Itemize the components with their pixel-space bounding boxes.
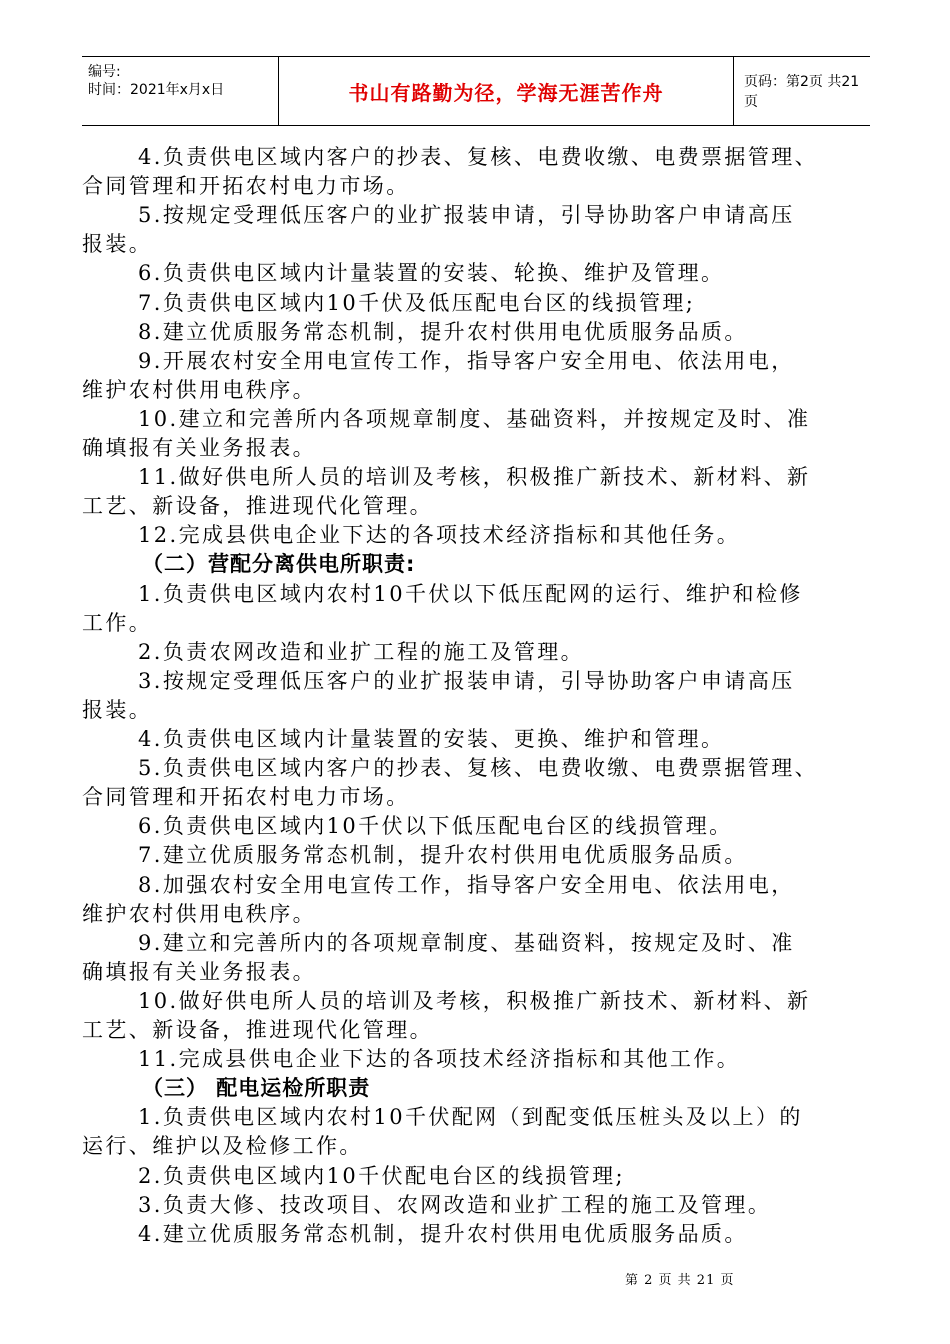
number-label: 编号: [88,64,121,80]
text-line: 2.负责供电区域内10千伏配电台区的线损管理; [138,1163,626,1188]
text-line: 运行、维护以及检修工作。 [82,1134,363,1159]
text-line: 工作。 [82,610,153,635]
text-line: 1.负责供电区域内农村10千伏配网（到配变低压桩头及以上）的 [138,1105,803,1130]
text-line: 确填报有关业务报表。 [82,959,316,984]
section-heading: （二）营配分离供电所职责: [142,552,416,577]
text-line: 8.建立优质服务常态机制，提升农村供用电优质服务品质。 [138,319,748,344]
text-line: 10.做好供电所人员的培训及考核，积极推广新技术、新材料、新 [138,988,811,1013]
text-line: 10.建立和完善所内各项规章制度、基础资料，并按规定及时、准 [138,406,811,431]
section-heading: （三） 配电运检所职责 [142,1076,371,1101]
text-line: 报装。 [82,697,153,722]
header-motto-cell [278,57,734,125]
text-line: 合同管理和开拓农村电力市场。 [82,174,410,199]
text-line: 9.建立和完善所内的各项规章制度、基础资料，按规定及时、准 [138,930,795,955]
date-label: 时间：2021年x月x日 [88,82,225,98]
text-line: 确填报有关业务报表。 [82,436,316,460]
text-line: 12.完成县供电企业下达的各项技术经济指标和其他任务。 [138,523,741,548]
text-line: 5.按规定受理低压客户的业扩报装申请，引导协助客户申请高压 [138,203,795,228]
text-line: 11.做好供电所人员的培训及考核，积极推广新技术、新材料、新 [138,465,811,490]
text-line: 维护农村供用电秩序。 [82,901,316,926]
text-line: 3.负责大修、技改项目、农网改造和业扩工程的施工及管理。 [138,1192,772,1217]
text-line: 7.负责供电区域内10千伏及低压配电台区的线损管理; [138,290,696,315]
text-line: 工艺、新设备，推进现代化管理。 [82,1018,433,1042]
text-line: 11.完成县供电企业下达的各项技术经济指标和其他工作。 [138,1047,741,1072]
text-line: 8.加强农村安全用电宣传工作，指导客户安全用电、依法用电， [138,872,795,897]
text-line: 工艺、新设备，推进现代化管理。 [82,494,433,519]
page-header [82,56,870,126]
text-line: 合同管理和开拓农村电力市场。 [82,785,410,810]
text-line: 3.按规定受理低压客户的业扩报装申请，引导协助客户申请高压 [138,668,795,693]
text-line: 维护农村供用电秩序。 [82,377,316,402]
text-line: 5.负责供电区域内客户的抄表、复核、电费收缴、电费票据管理、 [138,756,819,781]
text-line: 6.负责供电区域内计量装置的安装、轮换、维护及管理。 [138,261,725,286]
page-info: 页码：第2页 共21页 [744,74,860,110]
text-line: 4.负责供电区域内计量装置的安装、更换、维护和管理。 [138,727,725,751]
text-line: 7.建立优质服务常态机制，提升农村供用电优质服务品质。 [138,843,748,868]
text-line: 6.负责供电区域内10千伏以下低压配电台区的线损管理。 [138,814,733,839]
text-line: 4.建立优质服务常态机制，提升农村供用电优质服务品质。 [138,1221,748,1246]
text-line: 1.负责供电区域内农村10千伏以下低压配网的运行、维护和检修 [138,581,803,606]
text-line: 报装。 [82,232,153,257]
text-line: 2.负责农网改造和业扩工程的施工及管理。 [138,639,585,664]
text-line: 4.负责供电区域内客户的抄表、复核、电费收缴、电费票据管理、 [138,145,819,169]
header-page-info [732,57,870,125]
text-line: 9.开展农村安全用电宣传工作，指导客户安全用电、依法用电， [138,348,795,373]
header-meta [82,57,278,125]
motto: 书山有路勤为径，学海无涯苦作舟 [348,80,664,105]
page-footer: 第 2 页 共 21 页 [625,1273,735,1288]
